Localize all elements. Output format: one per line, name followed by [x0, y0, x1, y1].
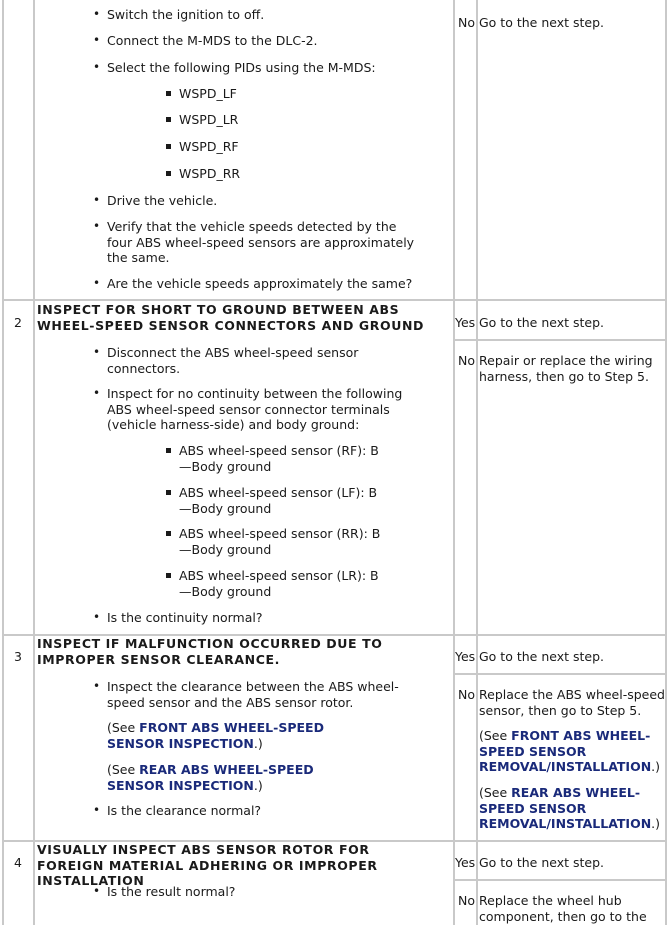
question-text: Are the vehicle speeds approximately the same? — [107, 276, 413, 291]
result-label-no: No — [458, 687, 475, 702]
question-text: Is the clearance normal? — [107, 803, 262, 818]
result-action: Replace the ABS wheel-speed sensor, then go to Step 5. — [479, 687, 665, 718]
step-text: Disconnect the ABS wheel-speed sensor connectors. — [107, 345, 359, 376]
sub-item: ABS wheel-speed sensor (RF): B—Body ground — [179, 443, 379, 474]
question-text: Is the result normal? — [107, 884, 236, 899]
bullet: • — [93, 386, 101, 400]
reference-note: (See FRONT ABS WHEEL-SPEED SENSOR REMOVAL/INSTALLATION.) — [479, 728, 661, 774]
sub-item: ABS wheel-speed sensor (LR): B—Body ground — [179, 568, 379, 599]
result-label-no: No — [458, 15, 475, 30]
result-action: Repair or replace the wiring harness, then go to Step 5. — [479, 353, 653, 384]
square-bullet — [166, 171, 171, 176]
square-bullet — [166, 91, 171, 96]
pid-item: WSPD_LR — [179, 112, 239, 127]
result-label-yes: Yes — [455, 855, 476, 870]
front-sensor-removal-link[interactable]: FRONT ABS WHEEL-SPEED SENSOR REMOVAL/INSTALLATION — [479, 728, 652, 774]
step-text: Inspect the clearance between the ABS wheel-speed sensor and the ABS sensor rotor. — [107, 679, 399, 710]
step-number: 4 — [14, 855, 22, 870]
step-text: Inspect for no continuity between the following ABS wheel-speed sensor connector terminals (vehicle harness-side) and body ground: — [107, 386, 403, 432]
square-bullet — [166, 448, 171, 453]
result-action: Go to the next step. — [479, 315, 604, 330]
bullet: • — [93, 193, 101, 207]
bullet: • — [93, 219, 101, 233]
reference-note: (See REAR ABS WHEEL-SPEED SENSOR REMOVAL/INSTALLATION.) — [479, 785, 661, 831]
step-text: Verify that the vehicle speeds detected by the four ABS wheel-speed sensors are approximately the same. — [107, 219, 415, 265]
result-label-no: No — [458, 893, 475, 908]
rear-sensor-removal-link[interactable]: REAR ABS WHEEL-SPEED SENSOR REMOVAL/INSTALLATION — [479, 785, 652, 831]
sub-item: ABS wheel-speed sensor (LF): B —Body ground — [179, 485, 378, 516]
bullet: • — [93, 803, 101, 817]
result-action: Go to the next step. — [479, 649, 604, 664]
sub-item: ABS wheel-speed sensor (RR): B—Body ground — [179, 526, 381, 557]
step-number: 2 — [14, 315, 22, 330]
result-action: Replace the wheel hub component, then go to the — [479, 893, 647, 924]
square-bullet — [166, 144, 171, 149]
result-divider — [453, 673, 667, 675]
square-bullet — [166, 573, 171, 578]
bullet: • — [93, 60, 101, 74]
step-heading: VISUALLY INSPECT ABS SENSOR ROTOR FOR FOREIGN MATERIAL ADHERING OR IMPROPER INSTALLATION — [37, 842, 378, 888]
step-heading: INSPECT FOR SHORT TO GROUND BETWEEN ABS WHEEL-SPEED SENSOR CONNECTORS AND GROUND — [37, 302, 424, 333]
reference-note: (See REAR ABS WHEEL-SPEED SENSOR INSPECTION.) — [107, 762, 314, 793]
bullet: • — [93, 33, 101, 47]
table-result-column-divider — [476, 0, 478, 925]
result-label-yes: Yes — [455, 315, 476, 330]
result-action: Go to the next step. — [479, 15, 604, 30]
square-bullet — [166, 531, 171, 536]
square-bullet — [166, 117, 171, 122]
result-divider — [453, 339, 667, 341]
result-label-no: No — [458, 353, 475, 368]
table-action-column-divider — [453, 0, 455, 925]
bullet: • — [93, 610, 101, 624]
step-number: 3 — [14, 649, 22, 664]
table-number-column-divider — [33, 0, 35, 925]
front-sensor-inspection-link[interactable]: FRONT ABS WHEEL-SPEED SENSOR INSPECTION — [107, 720, 324, 751]
bullet: • — [93, 679, 101, 693]
step-text: Connect the M-MDS to the DLC-2. — [107, 33, 318, 48]
step-text: Switch the ignition to off. — [107, 7, 265, 22]
step-text: Select the following PIDs using the M-MDS: — [107, 60, 376, 75]
result-label-yes: Yes — [455, 649, 476, 664]
bullet: • — [93, 345, 101, 359]
pid-item: WSPD_LF — [179, 86, 237, 101]
reference-note: (See FRONT ABS WHEEL-SPEED SENSOR INSPECTION.) — [107, 720, 324, 751]
pid-item: WSPD_RF — [179, 139, 239, 154]
result-action: Go to the next step. — [479, 855, 604, 870]
step-text: Drive the vehicle. — [107, 193, 218, 208]
row-divider — [2, 299, 667, 301]
bullet: • — [93, 884, 101, 898]
pid-item: WSPD_RR — [179, 166, 241, 181]
result-divider — [453, 879, 667, 881]
bullet: • — [93, 7, 101, 21]
step-heading: INSPECT IF MALFUNCTION OCCURRED DUE TO IMPROPER SENSOR CLEARANCE. — [37, 636, 383, 667]
table-left-border — [2, 0, 4, 925]
question-text: Is the continuity normal? — [107, 610, 263, 625]
square-bullet — [166, 490, 171, 495]
rear-sensor-inspection-link[interactable]: REAR ABS WHEEL-SPEED SENSOR INSPECTION — [107, 762, 314, 793]
bullet: • — [93, 276, 101, 290]
